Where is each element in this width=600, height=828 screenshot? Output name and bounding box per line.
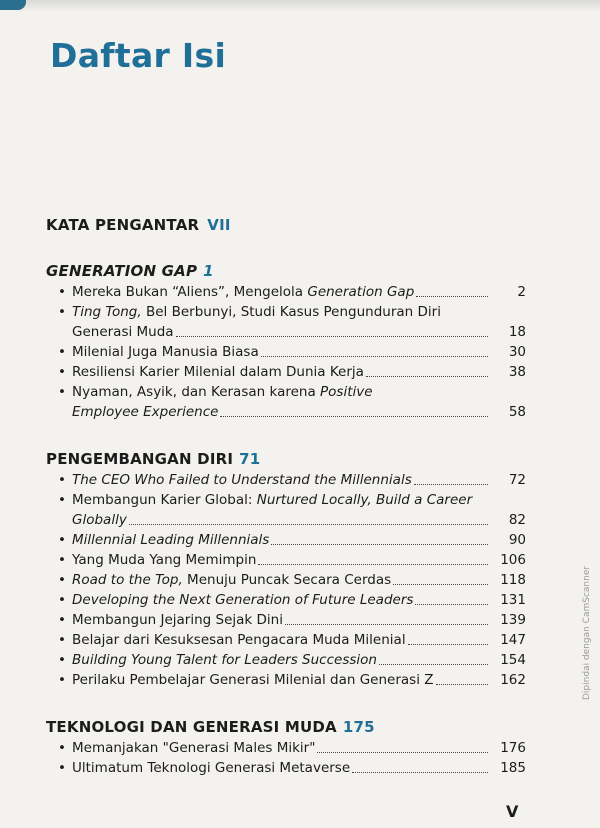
toc-entry[interactable] bbox=[46, 362, 526, 382]
entry-page: 106 bbox=[500, 552, 526, 568]
bullet-icon: • bbox=[58, 592, 66, 608]
entry-title: Perilaku Pembelajar Generasi Milenial dan Generasi Z bbox=[72, 672, 434, 688]
entry-title: Building Young Talent for Leaders Succession bbox=[72, 652, 377, 668]
entry-title: Memanjakan "Generasi Males Mikir" bbox=[72, 740, 316, 756]
entry-title-cont: Employee Experience bbox=[72, 404, 219, 420]
section-heading bbox=[46, 450, 526, 468]
toc-entry[interactable] bbox=[46, 530, 526, 550]
entry-title: Menuju Puncak Secara Cerdas bbox=[182, 572, 392, 588]
bullet-icon: • bbox=[58, 472, 66, 488]
toc-entry[interactable] bbox=[46, 758, 526, 778]
entry-page: 147 bbox=[500, 632, 526, 648]
bullet-icon: • bbox=[58, 384, 66, 400]
toc-entry[interactable] bbox=[46, 302, 526, 342]
bullet-icon: • bbox=[58, 492, 66, 508]
toc-entry[interactable] bbox=[46, 738, 526, 758]
bullet-icon: • bbox=[58, 284, 66, 300]
section-page: 175 bbox=[342, 718, 375, 736]
bullet-icon: • bbox=[58, 532, 66, 548]
bullet-icon: • bbox=[58, 632, 66, 648]
entry-page: 118 bbox=[500, 572, 526, 588]
bullet-icon: • bbox=[58, 304, 66, 320]
entry-page: 154 bbox=[500, 652, 526, 668]
entry-title: Millennial Leading Millennials bbox=[72, 532, 270, 548]
toc-entry[interactable] bbox=[46, 670, 526, 690]
entry-title-italic: Positive bbox=[320, 384, 373, 400]
entry-title: Yang Muda Yang Memimpin bbox=[72, 552, 257, 568]
intro-page: VII bbox=[207, 216, 231, 234]
entry-page: 38 bbox=[508, 364, 526, 380]
corner-tab bbox=[0, 0, 26, 10]
toc-entry[interactable] bbox=[46, 382, 526, 422]
section-heading bbox=[46, 718, 526, 736]
toc-entry[interactable] bbox=[46, 490, 526, 530]
entry-title-cont: Generasi Muda bbox=[72, 324, 174, 340]
toc-entry[interactable] bbox=[46, 570, 526, 590]
section-title: GENERATION GAP bbox=[46, 262, 198, 280]
section-title: TEKNOLOGI DAN GENERASI MUDA bbox=[46, 718, 337, 736]
section-title: PENGEMBANGAN DIRI bbox=[46, 450, 234, 468]
entry-title: The CEO Who Failed to Understand the Millennials bbox=[72, 472, 412, 488]
entry-title: Membangun Jejaring Sejak Dini bbox=[72, 612, 283, 628]
bullet-icon: • bbox=[58, 760, 66, 776]
toc-intro bbox=[46, 216, 231, 234]
bullet-icon: • bbox=[58, 672, 66, 688]
toc-entry[interactable] bbox=[46, 282, 526, 302]
toc-entry[interactable] bbox=[46, 470, 526, 490]
bullet-icon: • bbox=[58, 612, 66, 628]
entry-title: Nyaman, Asyik, dan Kerasan karena bbox=[72, 384, 321, 400]
toc-section-pengembangan-diri bbox=[46, 450, 526, 690]
toc-entry[interactable] bbox=[46, 610, 526, 630]
page-numeral: V bbox=[506, 802, 519, 821]
toc-entry[interactable] bbox=[46, 550, 526, 570]
entry-page: 82 bbox=[508, 512, 526, 528]
entry-page: 72 bbox=[508, 472, 526, 488]
toc-entry[interactable] bbox=[46, 590, 526, 610]
toc-section-teknologi bbox=[46, 718, 526, 778]
entry-title: Belajar dari Kesuksesan Pengacara Muda Milenial bbox=[72, 632, 406, 648]
bullet-icon: • bbox=[58, 344, 66, 360]
toc-section-generation-gap bbox=[46, 262, 526, 422]
entry-page: 18 bbox=[508, 324, 526, 340]
entry-title: Membangun Karier Global: bbox=[72, 492, 257, 508]
entry-title-italic: Generation Gap bbox=[307, 284, 415, 300]
entry-title-italic: Nurtured Locally, Build a Career bbox=[256, 492, 473, 508]
bullet-icon: • bbox=[58, 552, 66, 568]
entry-title-italic: Road to the Top, bbox=[72, 572, 183, 588]
page-title: Daftar Isi bbox=[50, 36, 227, 75]
section-page: 1 bbox=[203, 262, 214, 280]
entry-title: Mereka Bukan “Aliens”, Mengelola bbox=[72, 284, 308, 300]
entry-title: Milenial Juga Manusia Biasa bbox=[72, 344, 259, 360]
entry-page: 185 bbox=[500, 760, 526, 776]
entry-page: 131 bbox=[500, 592, 526, 608]
entry-page: 30 bbox=[508, 344, 526, 360]
page-top-edge bbox=[0, 0, 600, 12]
section-page: 71 bbox=[239, 450, 261, 468]
entry-page: 139 bbox=[500, 612, 526, 628]
intro-label: KATA PENGANTAR bbox=[46, 216, 200, 234]
entry-title: Bel Berbunyi, Studi Kasus Pengunduran Diri bbox=[141, 304, 441, 320]
toc-entry[interactable] bbox=[46, 650, 526, 670]
entry-title: Ultimatum Teknologi Generasi Metaverse bbox=[72, 760, 351, 776]
entry-title: Resiliensi Karier Milenial dalam Dunia Kerja bbox=[72, 364, 364, 380]
entry-page: 58 bbox=[508, 404, 526, 420]
scanner-watermark: Dipindai dengan CamScanner bbox=[582, 565, 592, 700]
bullet-icon: • bbox=[58, 572, 66, 588]
entry-title-italic: Ting Tong, bbox=[72, 304, 142, 320]
section-heading bbox=[46, 262, 526, 280]
entry-page: 90 bbox=[508, 532, 526, 548]
bullet-icon: • bbox=[58, 652, 66, 668]
entry-page: 162 bbox=[500, 672, 526, 688]
entry-title: Developing the Next Generation of Future Leaders bbox=[72, 592, 414, 608]
bullet-icon: • bbox=[58, 740, 66, 756]
entry-page: 2 bbox=[517, 284, 526, 300]
bullet-icon: • bbox=[58, 364, 66, 380]
entry-page: 176 bbox=[500, 740, 526, 756]
toc-entry[interactable] bbox=[46, 630, 526, 650]
toc-entry[interactable] bbox=[46, 342, 526, 362]
entry-title-cont: Globally bbox=[72, 512, 127, 528]
